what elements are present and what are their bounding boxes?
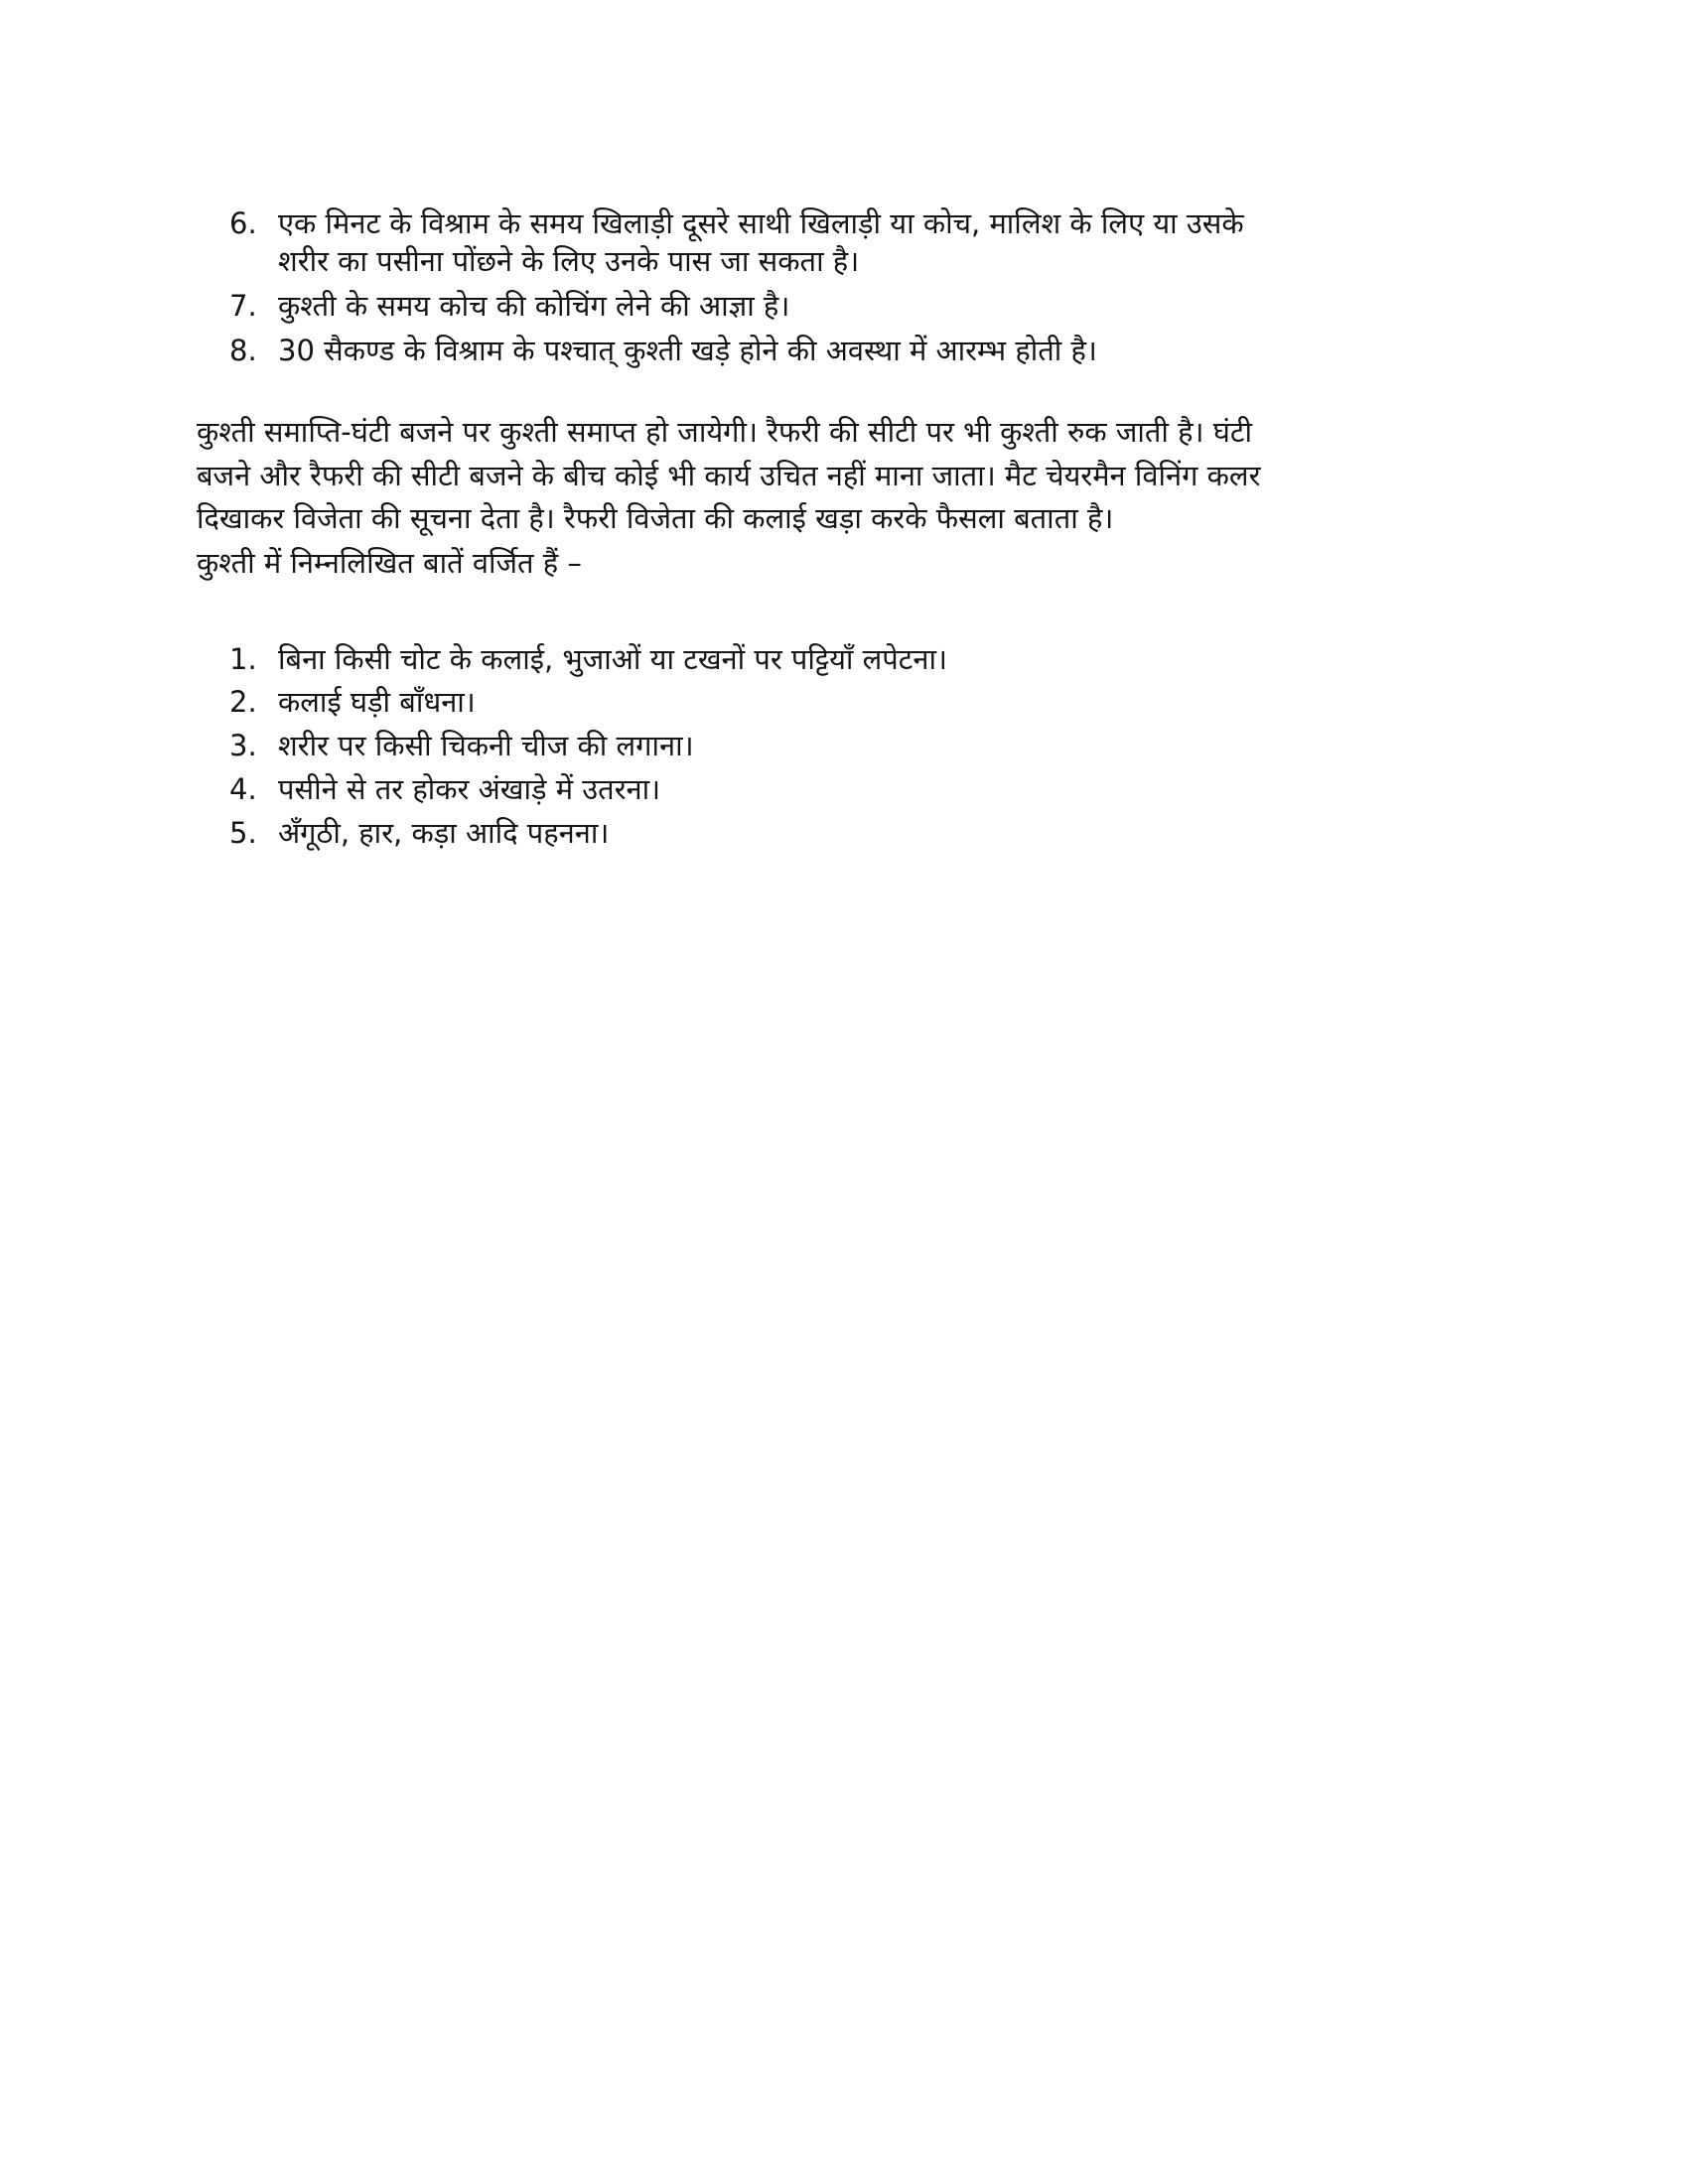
list-item-text-line-1: एक मिनट के विश्राम के समय खिलाड़ी दूसरे साथी खिलाड़ी या कोच, मालिश के लिए या उसके	[278, 206, 1244, 240]
list-item-text: शरीर पर किसी चिकनी चीज की लगाना।	[278, 729, 694, 762]
list-number: 1.	[229, 642, 257, 676]
paragraph-line-4-list-intro: कुश्ती में निम्नलिखित बातें वर्जित हैं –	[197, 546, 582, 580]
list-item-text: बिना किसी चोट के कलाई, भुजाओं या टखनों पर पट्टियाँ लपेटना।	[278, 642, 947, 676]
list-item-text-line-2: शरीर का पसीना पोंछने के लिए उनके पास जा सकता है।	[278, 244, 860, 278]
list-item-text: अँगूठी, हार, कड़ा आदि पहनना।	[278, 816, 610, 850]
paragraph-line-1: कुश्ती समाप्ति-घंटी बजने पर कुश्ती समाप्त हो जायेगी। रैफरी की सीटी पर भी कुश्ती रुक जाती है। घंटी	[197, 415, 1252, 449]
list-number: 3.	[229, 729, 257, 762]
list-item-text: कलाई घड़ी बाँधना।	[278, 685, 476, 719]
list-number: 7.	[229, 289, 257, 323]
list-number: 5.	[229, 816, 257, 850]
paragraph-line-3: दिखाकर विजेता की सूचना देता है। रैफरी विजेता की कलाई खड़ा करके फैसला बताता है।	[197, 501, 1114, 535]
list-item-text: पसीने से तर होकर अंखाड़े में उतरना।	[278, 772, 661, 806]
list-number: 4.	[229, 772, 257, 806]
list-number: 8.	[229, 334, 257, 367]
list-number: 2.	[229, 685, 257, 719]
list-number: 6.	[229, 206, 257, 240]
paragraph-line-2: बजने और रैफरी की सीटी बजने के बीच कोई भी कार्य उचित नहीं माना जाता। मैट चेयरमैन विनिंग कलर	[197, 459, 1261, 492]
list-item-text-line-1: 30 सैकण्ड के विश्राम के पश्चात् कुश्ती खड़े होने की अवस्था में आरम्भ होती है।	[278, 334, 1097, 367]
list-item-text-line-1: कुश्ती के समय कोच की कोचिंग लेने की आज्ञा है।	[278, 289, 790, 323]
